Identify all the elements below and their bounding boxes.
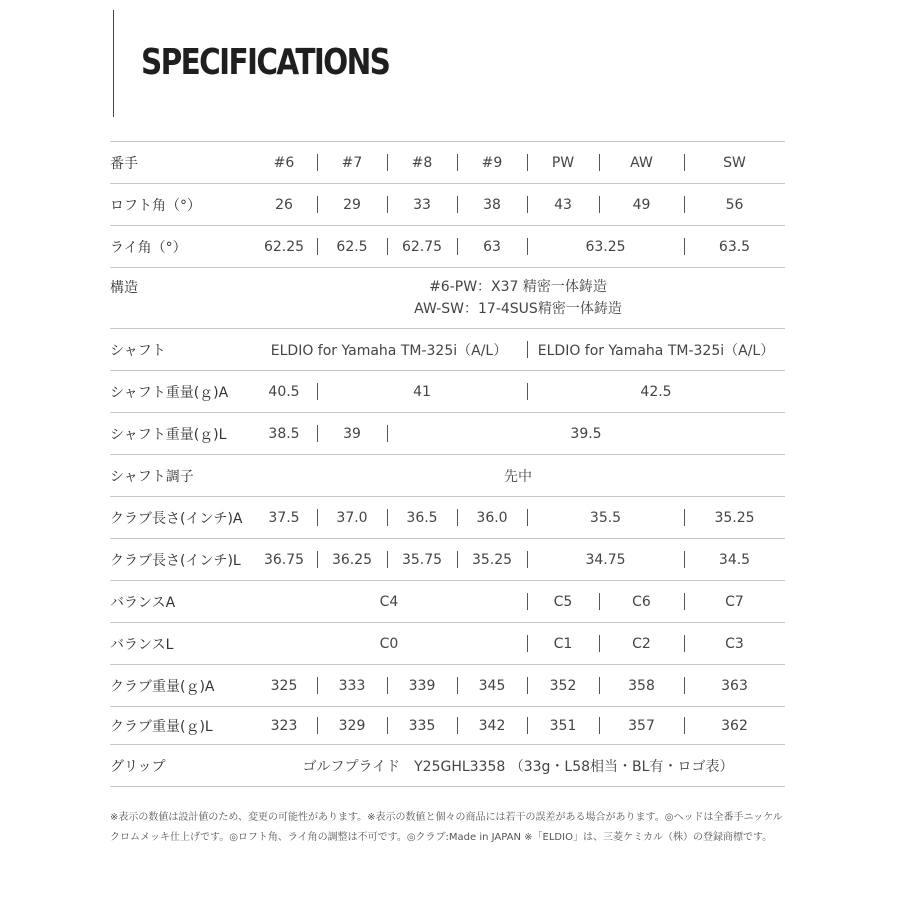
cell: 35.75 [387,539,457,581]
cell: 36.5 [387,497,457,539]
cell: C0 [251,623,527,665]
cell: 323 [251,707,317,745]
cell: 342 [457,707,527,745]
cell: ELDIO for Yamaha TM-325i（A/L） [251,329,527,371]
cell: ELDIO for Yamaha TM-325i（A/L） [527,329,785,371]
cell: C7 [684,581,785,623]
row-label: バランスL [110,623,251,665]
cell: 333 [317,665,387,707]
cell: C4 [251,581,527,623]
row-label: シャフト調子 [110,455,251,497]
cell: 41 [317,371,527,413]
spec-table [110,141,785,787]
cell: #9 [457,142,527,184]
cell: ゴルフプライド Y25GHL3358 （33g・L58相当・BL有・ロゴ表） [251,745,785,787]
row-label: クラブ長さ(インチ)L [110,539,251,581]
cell: 351 [527,707,599,745]
row-club-weight-a [110,665,785,707]
row-length-a [110,497,785,539]
cell: 40.5 [251,371,317,413]
cell: 37.5 [251,497,317,539]
cell: 43 [527,184,599,226]
cell: 339 [387,665,457,707]
cell: 62.25 [251,226,317,268]
cell: 29 [317,184,387,226]
row-label: 構造 [110,268,251,329]
row-balance-a [110,581,785,623]
structure-line-1: #6-PW：X37 精密一体鋳造 [429,279,607,295]
cell: 63.5 [684,226,785,268]
row-grip [110,745,785,787]
cell: 36.0 [457,497,527,539]
cell: 42.5 [527,371,785,413]
footnote: ※表示の数値は設計値のため、変更の可能性があります。※表示の数値と個々の商品には若干の誤差がある場合があります。◎ヘッドは全番手ニッケルクロムメッキ仕上げです。◎ロフト角、ライ角の調整は不可です。◎クラブ:Made in JAPAN ※「ELDIO」は、三菱ケミカル（株）の登録商標です。 [110,812,783,843]
title-accent-line [113,10,114,117]
cell: C5 [527,581,599,623]
row-label: グリップ [110,745,251,787]
row-shaft-weight-a [110,371,785,413]
row-label: 番手 [110,142,251,184]
row-label: クラブ重量(ｇ)A [110,665,251,707]
cell: 63.25 [527,226,684,268]
cell: PW [527,142,599,184]
page-title: SPECIFICATIONS [141,42,390,83]
cell: 36.75 [251,539,317,581]
cell: 33 [387,184,457,226]
cell: #7 [317,142,387,184]
row-label: シャフト重量(ｇ)L [110,413,251,455]
row-label: ライ角（°） [110,226,251,268]
cell: 329 [317,707,387,745]
row-structure [110,268,785,329]
row-label: ロフト角（°） [110,184,251,226]
cell: 34.75 [527,539,684,581]
cell: 37.0 [317,497,387,539]
cell: 325 [251,665,317,707]
row-label: バランスA [110,581,251,623]
row-club-weight-l [110,707,785,745]
cell: 352 [527,665,599,707]
row-label: シャフト重量(ｇ)A [110,371,251,413]
row-balance-l [110,623,785,665]
cell: 357 [599,707,684,745]
row-shaft-flex [110,455,785,497]
cell: 335 [387,707,457,745]
cell: 39.5 [387,413,785,455]
row-label: シャフト [110,329,251,371]
row-loft [110,184,785,226]
cell: 36.25 [317,539,387,581]
cell: 38.5 [251,413,317,455]
row-lie [110,226,785,268]
cell: C2 [599,623,684,665]
cell: C6 [599,581,684,623]
row-club-number [110,142,785,184]
cell: 39 [317,413,387,455]
cell: 63 [457,226,527,268]
cell: 35.5 [527,497,684,539]
cell: AW [599,142,684,184]
row-shaft [110,329,785,371]
cell: 345 [457,665,527,707]
row-shaft-weight-l [110,413,785,455]
cell: C1 [527,623,599,665]
cell: 先中 [251,455,785,497]
cell: #8 [387,142,457,184]
cell: 38 [457,184,527,226]
cell: 26 [251,184,317,226]
cell: 62.5 [317,226,387,268]
cell: 362 [684,707,785,745]
cell: SW [684,142,785,184]
cell: C3 [684,623,785,665]
cell: 358 [599,665,684,707]
row-length-l [110,539,785,581]
cell: 35.25 [457,539,527,581]
cell: 56 [684,184,785,226]
row-label: クラブ長さ(インチ)A [110,497,251,539]
cell: 35.25 [684,497,785,539]
cell: 62.75 [387,226,457,268]
cell: #6 [251,142,317,184]
cell: 49 [599,184,684,226]
structure-cell [251,268,785,329]
cell: 34.5 [684,539,785,581]
cell: 363 [684,665,785,707]
structure-line-2: AW-SW：17-4SUS精密一体鋳造 [414,301,622,317]
row-label: クラブ重量(ｇ)L [110,707,251,745]
